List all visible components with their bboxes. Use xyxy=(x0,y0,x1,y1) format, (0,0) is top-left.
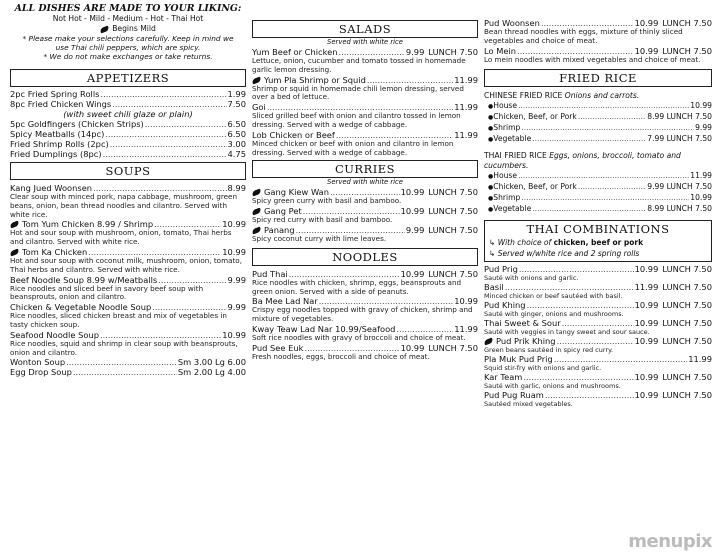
fried-rice-option-name: ● Vegetable xyxy=(488,204,531,215)
menu-item-name-text: Pud Thai xyxy=(252,268,288,279)
begins-mild: Begins Mild xyxy=(10,24,246,34)
appetizers-header: APPETIZERS xyxy=(10,69,246,87)
menu-item-lunch-price: LUNCH 7.50 xyxy=(428,224,478,235)
menu-item-row xyxy=(484,354,712,364)
menu-item-lunch-price: LUNCH 7.50 xyxy=(662,372,712,383)
menu-item-name-text: 2pc Fried Spring Rolls xyxy=(10,89,100,99)
menu-item-lunch-price: LUNCH 7.50 xyxy=(428,206,478,217)
menu-item-description: Rice noodles with chicken, shrimp, eggs, beansprouts and green onion. Served with a side of peanuts. xyxy=(252,277,462,296)
menu-item-description: Rice noodles and sliced beef in savory beef soup with beansprouts, onion and cilantro. xyxy=(10,283,204,302)
menu-item-name xyxy=(484,372,522,382)
menu-item-lunch-price: LUNCH 7.50 xyxy=(662,18,712,28)
menu-item-name xyxy=(484,390,544,400)
chinese-fried-rice-options xyxy=(484,101,712,145)
leader-dots xyxy=(545,390,634,400)
fried-rice-option xyxy=(484,134,712,145)
menu-item-price: 10.99 xyxy=(634,336,659,347)
leader-dots xyxy=(100,89,226,99)
menu-item-name-text: Tom Ka Chicken xyxy=(22,246,88,257)
fried-rice-option-price: 7.99 LUNCH 7.50 xyxy=(647,134,712,144)
combo-note-served: ↳ Served w/white rice and 2 spring rolls xyxy=(489,249,640,259)
leader-dots xyxy=(532,204,646,215)
menu-item-name-text: Egg Drop Soup xyxy=(10,367,72,378)
fried-rice-option-price: 8.99 LUNCH 7.50 xyxy=(647,112,712,122)
menu-item-price: 10.99 xyxy=(400,342,425,353)
curries-list xyxy=(252,187,478,243)
menu-item-lunch-price: LUNCH 7.50 xyxy=(428,187,478,198)
menu-item-name-text: Chicken & Vegetable Noodle Soup xyxy=(10,302,152,313)
menu-item-name-text: Pud Pug Ruam xyxy=(484,390,544,401)
menu-item-name-text: Pud Prik Khing xyxy=(496,336,556,347)
notice-note-2: * We do not make exchanges or take returns. xyxy=(43,52,213,61)
menu-item-name-text: Goi xyxy=(252,102,266,113)
salads-list xyxy=(252,47,478,157)
menu-item-price: 1.99 xyxy=(227,89,246,99)
fried-rice-option xyxy=(484,171,712,182)
leader-dots xyxy=(518,101,689,112)
menu-item-name-text: Thai Sweet & Sour xyxy=(484,318,561,329)
watermark-logo: menupix xyxy=(628,531,712,552)
menu-item-row xyxy=(484,372,712,382)
leader-dots xyxy=(557,336,634,346)
fried-rice-option-name: ● Vegetable xyxy=(488,134,531,145)
leader-dots xyxy=(103,149,227,159)
menu-item-price: 9.99 xyxy=(227,274,246,285)
menu-item-row xyxy=(10,357,246,367)
menu-item-name-text: Pla Muk Pud Prig xyxy=(484,354,553,365)
leader-dots xyxy=(73,367,177,377)
menu-item-name xyxy=(484,300,526,310)
menu-item-price: 6.50 xyxy=(227,129,246,139)
thai-combinations-list xyxy=(484,264,712,408)
fried-rice-option xyxy=(484,123,712,134)
fried-rice-option-name: ● Chicken, Beef, or Pork xyxy=(488,182,577,193)
menu-item-price: 8.99 xyxy=(227,183,246,193)
menu-item-name-text: Lob Chicken or Beef xyxy=(252,129,335,140)
fried-rice-option xyxy=(484,182,712,193)
menu-item-name-text: Pud See Euk xyxy=(252,342,304,353)
menu-item-name xyxy=(484,354,553,364)
menu-item-description: Sautéed mixed vegetables. xyxy=(484,400,573,409)
spice-levels: Not Hot - Mild - Medium - Hot - Thai Hot xyxy=(52,14,204,23)
salads-subtitle: Served with white rice xyxy=(327,38,403,46)
menu-item-name-text: 5pc Goldfingers (Chicken Strips) xyxy=(10,119,144,129)
menu-item-lunch-price: LUNCH 7.50 xyxy=(662,264,712,275)
leader-dots xyxy=(578,112,646,123)
menu-item-name xyxy=(484,282,504,292)
soups-header: SOUPS xyxy=(10,162,246,180)
leader-dots xyxy=(112,99,226,109)
menu-item-price: Sm 2.00 Lg 4.00 xyxy=(177,367,246,378)
leader-dots xyxy=(66,357,177,367)
menu-item-price: 11.99 xyxy=(634,282,659,293)
menu-item-row xyxy=(10,119,246,129)
menu-item-description: Sliced grilled beef with onion and cilantro tossed in lemon dressing. Served with a wedge of cabbage. xyxy=(252,111,461,129)
menu-item-price: 10.99 xyxy=(634,318,659,329)
menu-item-description: Spicy coconut curry with lime leaves. xyxy=(252,233,387,243)
menu-item-lunch-price: LUNCH 7.50 xyxy=(428,342,478,353)
leader-dots xyxy=(521,193,689,204)
menu-item-name xyxy=(484,318,561,328)
menu-item-name xyxy=(10,139,109,149)
thai-fried-rice-options xyxy=(484,171,712,215)
menu-item-name-text: Fried Dumplings (8pc) xyxy=(10,149,102,159)
menu-item-lunch-price: LUNCH 7.50 xyxy=(662,390,712,401)
leader-dots xyxy=(523,372,633,382)
menu-column-left xyxy=(10,0,246,377)
menu-item-name xyxy=(484,264,518,274)
return-arrow-icon: ↳ xyxy=(489,238,496,248)
fried-rice-header: FRIED RICE xyxy=(484,69,712,87)
menu-item-name-text: Kar Team xyxy=(484,372,523,383)
menu-item-row xyxy=(10,109,246,119)
leader-dots xyxy=(105,129,226,139)
leader-dots xyxy=(110,139,227,149)
menu-column-middle xyxy=(252,0,478,362)
menu-item-price: 10.99 xyxy=(222,329,246,340)
menu-item-row xyxy=(10,139,246,149)
menu-item-row xyxy=(484,390,712,400)
menu-item-row xyxy=(484,282,712,292)
menu-item-price: Sm 3.00 Lg 6.00 xyxy=(177,357,246,368)
menu-item-lunch-price: LUNCH 7.50 xyxy=(662,282,712,293)
menu-item-lunch-price: LUNCH 7.50 xyxy=(662,318,712,329)
menu-item-name-text: Yum Pla Shrimp or Squid xyxy=(264,74,366,85)
menu-item-price: 9.99 xyxy=(227,302,246,313)
fried-rice-option-name: ● Shrimp xyxy=(488,123,520,134)
menu-item-description: Hot and sour soup with mushroom, onion, tomato, Thai herbs and cilantro. Served with white rice. xyxy=(10,228,232,247)
leader-dots xyxy=(521,123,694,134)
menu-item-name-text: Kang Jued Woonsen xyxy=(10,183,93,193)
menu-item-name xyxy=(10,119,144,129)
leader-dots xyxy=(562,318,634,328)
menu-item-name xyxy=(10,89,99,99)
menu-item-price: 11.99 xyxy=(454,129,478,140)
menu-item-price: 4.75 xyxy=(227,149,246,159)
menu-item-description: Spicy red curry with basil and bamboo. xyxy=(252,215,393,225)
menu-item-price: 10.99 xyxy=(634,372,659,383)
thai-combinations-header: THAI COMBINATIONS xyxy=(526,222,670,237)
menu-item-row xyxy=(484,318,712,328)
thai-fried-rice-title: THAI FRIED RICE Eggs, onions, broccoli, tomato and cucumbers. xyxy=(484,151,681,171)
menu-item-name-text: Lo Mein xyxy=(484,45,517,56)
menu-item-name-text: Kway Teaw Lad Nar 10.99/Seafood xyxy=(252,323,396,334)
menu-item-name-text: Gang Kiew Wan xyxy=(264,187,329,198)
chili-icon xyxy=(483,338,493,346)
fried-rice-option xyxy=(484,193,712,204)
menu-item-name-text: Beef Noodle Soup 8.99 w/Meatballs xyxy=(10,274,158,285)
menu-item-row xyxy=(10,99,246,109)
curries-subtitle: Served with white rice xyxy=(327,178,403,187)
menu-item-description: Crispy egg noodles topped with gravy of chicken, shrimp and mixture of vegetables. xyxy=(252,305,473,324)
menu-item-name-text: Fried Shrimp Rolls (2pc) xyxy=(10,139,109,149)
leader-dots xyxy=(145,119,227,129)
menu-item-name xyxy=(484,336,556,346)
chili-icon xyxy=(100,25,110,33)
menu-item-row xyxy=(10,129,246,139)
fried-rice-option-name: ● House xyxy=(488,101,517,112)
menu-item-description: Hot and sour soup with coconut milk, mushroom, onion, tomato, Thai herbs and cilantro. Served with white rice. xyxy=(10,255,242,274)
menu-item-name-text: Tom Yum Chicken 8.99 / Shrimp xyxy=(22,219,154,230)
menu-item-lunch-price: LUNCH 7.50 xyxy=(662,300,712,311)
menu-item-name-text: Yum Beef or Chicken xyxy=(252,47,338,57)
menu-item-description: Sauté with garlic, onions and mushrooms. xyxy=(484,382,621,391)
menu-column-right xyxy=(484,0,712,408)
menu-item-name xyxy=(10,357,65,367)
menu-item-description: Sauté with veggies in tangy sweet and sour sauce. xyxy=(484,328,650,337)
fried-rice-option xyxy=(484,101,712,112)
menu-item-lunch-price: LUNCH 7.50 xyxy=(428,47,478,57)
menu-item-price: 10.99 xyxy=(634,264,659,275)
leader-dots xyxy=(532,134,646,145)
menu-item-description: Clear soup with minced pork, napa cabbage, mushroom, green beans, onion, bean thread noodles and cilantro. Served with white rice. xyxy=(10,192,238,219)
menu-item-price: 6.50 xyxy=(227,119,246,129)
leader-dots xyxy=(578,182,646,193)
menu-item-price: 10.99 xyxy=(400,206,425,217)
leader-dots xyxy=(518,171,689,182)
menu-item-price: 7.50 xyxy=(227,99,246,109)
menu-item-name xyxy=(10,149,102,159)
menu-item-lunch-price: LUNCH 7.50 xyxy=(662,45,712,56)
menu-item-name xyxy=(63,109,192,119)
leader-dots xyxy=(527,300,634,310)
soups-list xyxy=(10,183,246,377)
menu-item-row xyxy=(484,264,712,274)
return-arrow-icon: ↳ xyxy=(489,249,496,259)
noodles-header: NOODLES xyxy=(252,248,478,266)
menu-item-name-text: Pud Woonsen xyxy=(484,18,540,28)
menu-item-row xyxy=(484,336,712,346)
fried-rice-option-price: 9.99 xyxy=(695,123,712,133)
menu-item-name xyxy=(10,367,72,377)
menu-item-price: 9.99 xyxy=(405,47,425,57)
menu-item-row xyxy=(10,149,246,159)
menu-item-lunch-price: LUNCH 7.50 xyxy=(662,336,712,347)
menu-item-name xyxy=(10,99,111,109)
curries-header: CURRIES xyxy=(252,160,478,178)
menu-item-name-text: Spicy Meatballs (14pc) xyxy=(10,129,105,139)
menu-item-row xyxy=(10,89,246,99)
fried-rice-option-price: 9.99 LUNCH 7.50 xyxy=(647,182,712,192)
leader-dots xyxy=(554,354,687,364)
fried-rice-option-price: 10.99 xyxy=(690,101,712,111)
menu-item-description: Fresh noodles, eggs, broccoli and choice of meat. xyxy=(252,351,430,361)
chili-icon xyxy=(251,76,261,84)
menu-item-description: Soft rice noodles with gravy of broccoli and choice of meat. xyxy=(252,332,466,342)
menu-item-description: Sauté with ginger, onions and mushrooms. xyxy=(484,310,624,319)
fried-rice-option-name: ● House xyxy=(488,171,517,182)
menu-item-name-text: Basil xyxy=(484,282,504,293)
menu-item-description: Sauté with onions and garlic. xyxy=(484,274,579,283)
menu-item-price: 10.99 xyxy=(634,45,659,56)
menu-item-price: 9.99 xyxy=(405,224,425,235)
menu-item-price: 10.99 xyxy=(634,18,659,28)
menu-item-name-text: Pud Prig xyxy=(484,264,518,275)
menu-item-name-text: Pud Khing xyxy=(484,300,526,311)
menu-item-name xyxy=(10,129,104,139)
notice-title: ALL DISHES ARE MADE TO YOUR LIKING: xyxy=(14,3,242,14)
menu-item-price: 10.99 xyxy=(400,187,425,198)
menu-item-price: 10.99 xyxy=(222,219,246,230)
menu-item-description: Shrimp or squid in homemade chili lemon dressing, served over a bed of lettuce. xyxy=(252,83,464,102)
menu-item-name-text: Ba Mee Lad Nar xyxy=(252,296,318,307)
fried-rice-option xyxy=(484,204,712,215)
menu-item-description: Squid stir-fry with onions and garlic. xyxy=(484,364,602,373)
chinese-fried-rice-title: CHINESE FRIED RICE Onions and carrots. xyxy=(484,91,640,101)
notice-note-1: * Please make your selections carefully. Keep in mind we use Thai chili peppers, which are spicy. xyxy=(22,34,234,52)
leader-dots xyxy=(505,282,634,292)
noodles-list xyxy=(252,269,478,362)
menu-item-description: Minced chicken or beef with onion and cilantro in lemon dressing. Served with a wedge of cabbage. xyxy=(252,138,454,157)
menu-item-name-text: Seafood Noodle Soup xyxy=(10,329,99,340)
menu-item-price: 11.99 xyxy=(454,102,478,113)
menu-item-price: 10.99 xyxy=(634,300,659,311)
menu-item-lunch-price: LUNCH 7.50 xyxy=(428,268,478,279)
menu-item-price: 10.99 xyxy=(454,296,478,307)
menu-item-row xyxy=(484,300,712,310)
menu-item-price: 3.00 xyxy=(227,139,246,149)
menu-item-name-text: Gang Pet xyxy=(264,206,302,217)
appetizers-list xyxy=(10,89,246,159)
menu-item-name-text: 8pc Fried Chicken Wings xyxy=(10,99,112,109)
menu-item-price: 10.99 xyxy=(634,390,659,401)
menu-item-description: Rice noodles, sliced chicken breast and mix of vegetables in tasty chicken soup. xyxy=(10,311,227,329)
menu-item-description: Green beans sautéed in spicy red curry. xyxy=(484,346,614,355)
menu-item-name-text: Wonton Soup xyxy=(10,357,66,368)
menu-item-price: 11.99 xyxy=(454,74,478,85)
menu-item-description: Minced chicken or beef sautéed with basil. xyxy=(484,292,623,301)
salads-header: SALADS xyxy=(252,20,478,38)
fried-rice-option-price: 8.99 LUNCH 7.50 xyxy=(647,204,712,214)
fried-rice-option-price: 11.99 xyxy=(690,171,712,181)
menu-item-price: 10.99 xyxy=(400,268,425,279)
combo-note-meat: ↳ With choice of chicken, beef or pork xyxy=(489,238,644,248)
menu-item-price: 11.99 xyxy=(454,323,478,334)
thai-combinations-box xyxy=(484,220,712,262)
menu-item-name-text: (with sweet chili glaze or plain) xyxy=(63,109,193,119)
fried-rice-option-name: ● Shrimp xyxy=(488,193,520,204)
menu-item-name-text: Panang xyxy=(264,224,295,235)
fried-rice-option-price: 10.99 xyxy=(690,193,712,203)
notice-block xyxy=(10,3,246,61)
menu-item-price: 10.99 xyxy=(222,246,246,257)
menu-item-description: Lettuce, onion, cucumber and tomato tossed in homemade garlic lemon dressing. xyxy=(252,56,466,74)
noodles-continued-list xyxy=(484,18,712,64)
menu-item-description: Bean thread noodles with eggs, mixture of thinly sliced vegetables and choice of meat. xyxy=(484,27,683,45)
menu-item-description: Rice noodles, squid and shrimp in clear soup with beansprouts, onion and cilantro. xyxy=(10,338,238,357)
leader-dots xyxy=(519,264,634,274)
menu-item-row xyxy=(10,367,246,377)
menu-item-description: Spicy green curry with basil and bamboo. xyxy=(252,196,402,206)
fried-rice-option-name: ● Chicken, Beef, or Pork xyxy=(488,112,577,123)
menu-item-price: 11.99 xyxy=(688,354,712,365)
menu-item-description: Lo mein noodles with mixed vegetables and choice of meat. xyxy=(484,54,701,64)
fried-rice-option xyxy=(484,112,712,123)
